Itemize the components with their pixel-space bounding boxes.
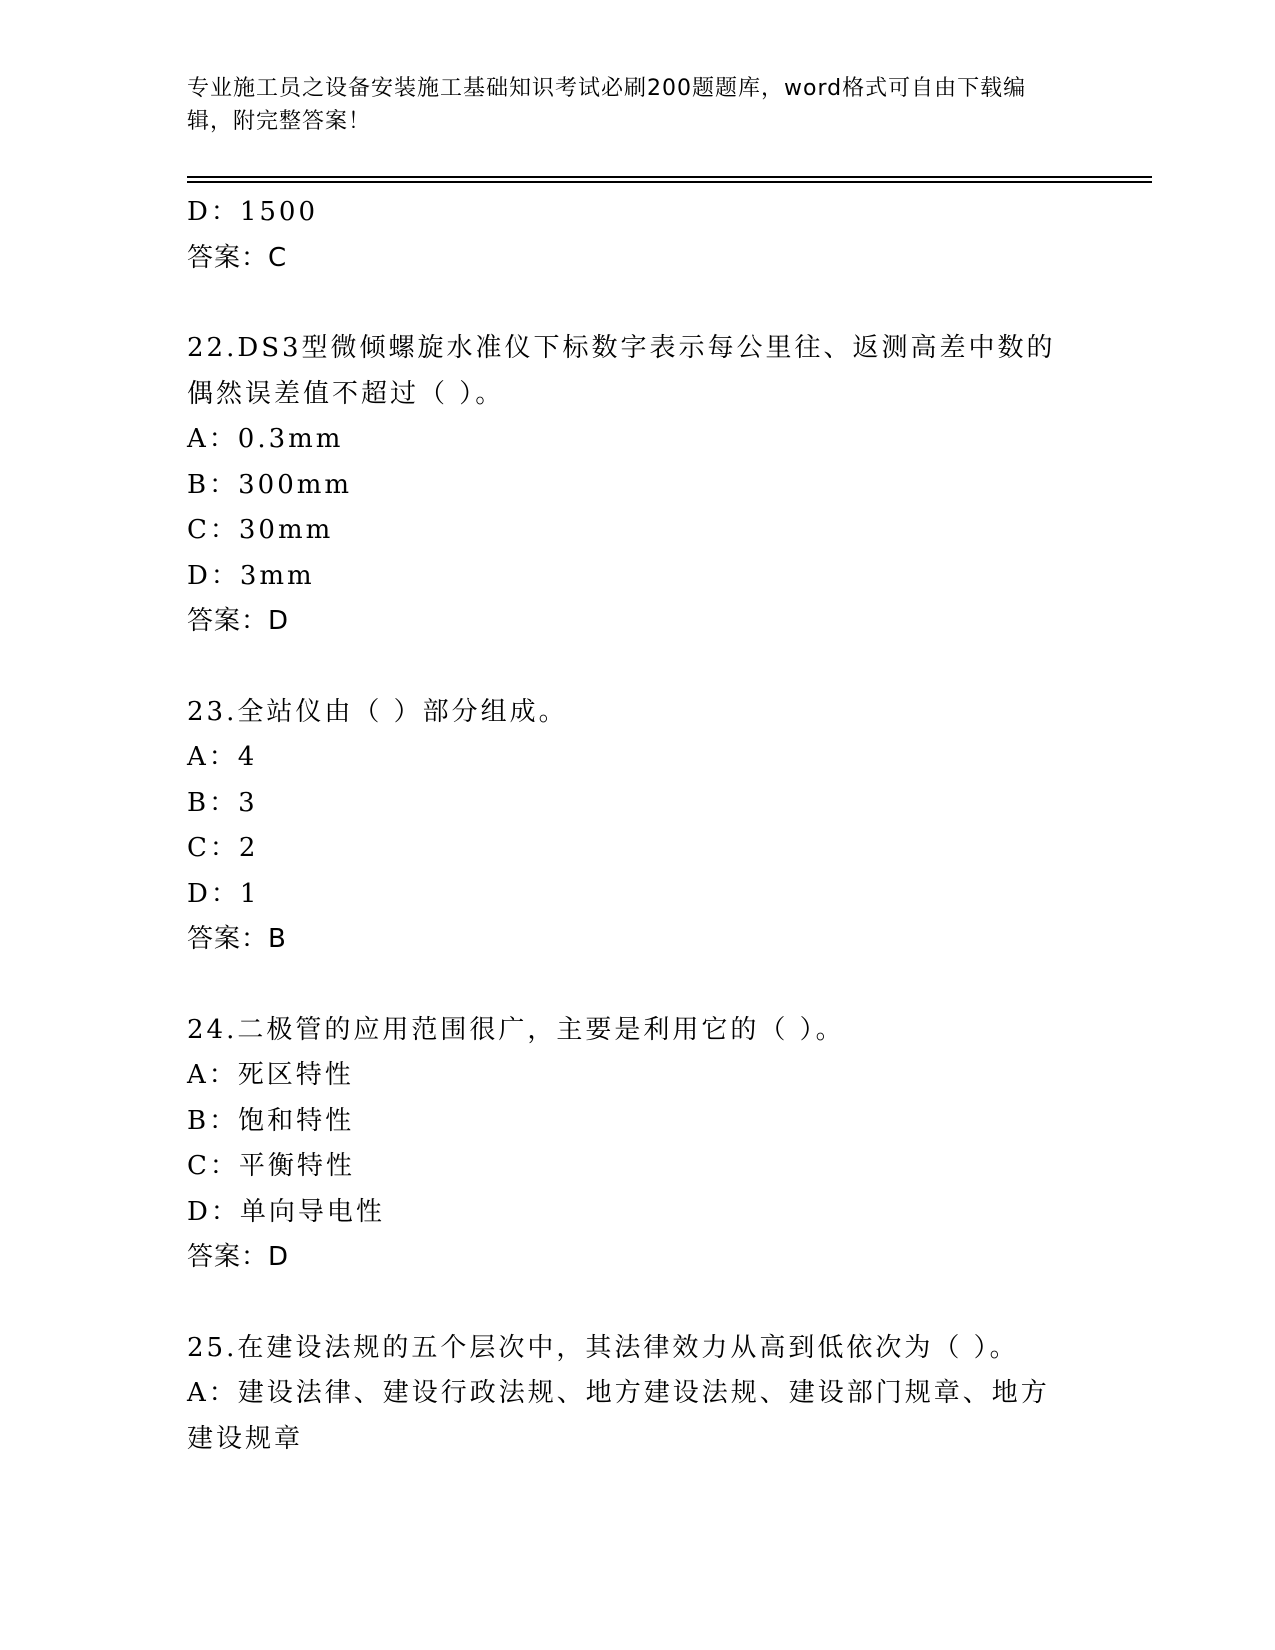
option-a: A：建设法律、建设行政法规、地方建设法规、建设部门规章、地方建设规章 — [187, 1378, 1050, 1454]
option-c: C：平衡特性 — [187, 1151, 355, 1181]
option-d: D：1 — [187, 878, 260, 909]
question-23 — [187, 690, 1087, 963]
document-body — [187, 190, 1087, 1462]
header-rule-top — [187, 176, 1152, 178]
question-title: 22.DS3型微倾螺旋水准仪下标数字表示每公里往、返测高差中数的偶然误差值不超过（ ）。 — [187, 333, 1056, 409]
question-24 — [187, 1008, 1087, 1281]
option-d: D：单向导电性 — [187, 1196, 385, 1227]
question-22 — [187, 326, 1087, 645]
answer: 答案：D — [187, 1242, 290, 1272]
option-b: B：3 — [187, 787, 258, 818]
option-d: D：3mm — [187, 560, 315, 591]
question-title: 25.在建设法规的五个层次中，其法律效力从高到低依次为（ ）。 — [187, 1332, 1019, 1363]
option-d: D：1500 — [187, 197, 319, 227]
option-a: A：4 — [187, 742, 258, 772]
question-title: 23.全站仪由（ ）部分组成。 — [187, 696, 568, 727]
answer: 答案：C — [187, 242, 288, 273]
document-header: 专业施工员之设备安装施工基础知识考试必刷200题题库，word格式可自由下载编辑，附完整答案！ — [187, 76, 1027, 134]
answer: 答案：D — [187, 606, 290, 636]
option-b: B：300mm — [187, 469, 353, 500]
option-c: C：30mm — [187, 515, 334, 545]
header-rule-bottom — [187, 181, 1152, 183]
option-a: A：0.3mm — [187, 424, 344, 454]
question-25 — [187, 1326, 1087, 1463]
answer: 答案：B — [187, 924, 287, 954]
option-c: C：2 — [187, 833, 259, 863]
option-b: B：饱和特性 — [187, 1105, 355, 1136]
question-title: 24.二极管的应用范围很广，主要是利用它的（ ）。 — [187, 1014, 845, 1045]
option-a: A：死区特性 — [187, 1060, 354, 1090]
